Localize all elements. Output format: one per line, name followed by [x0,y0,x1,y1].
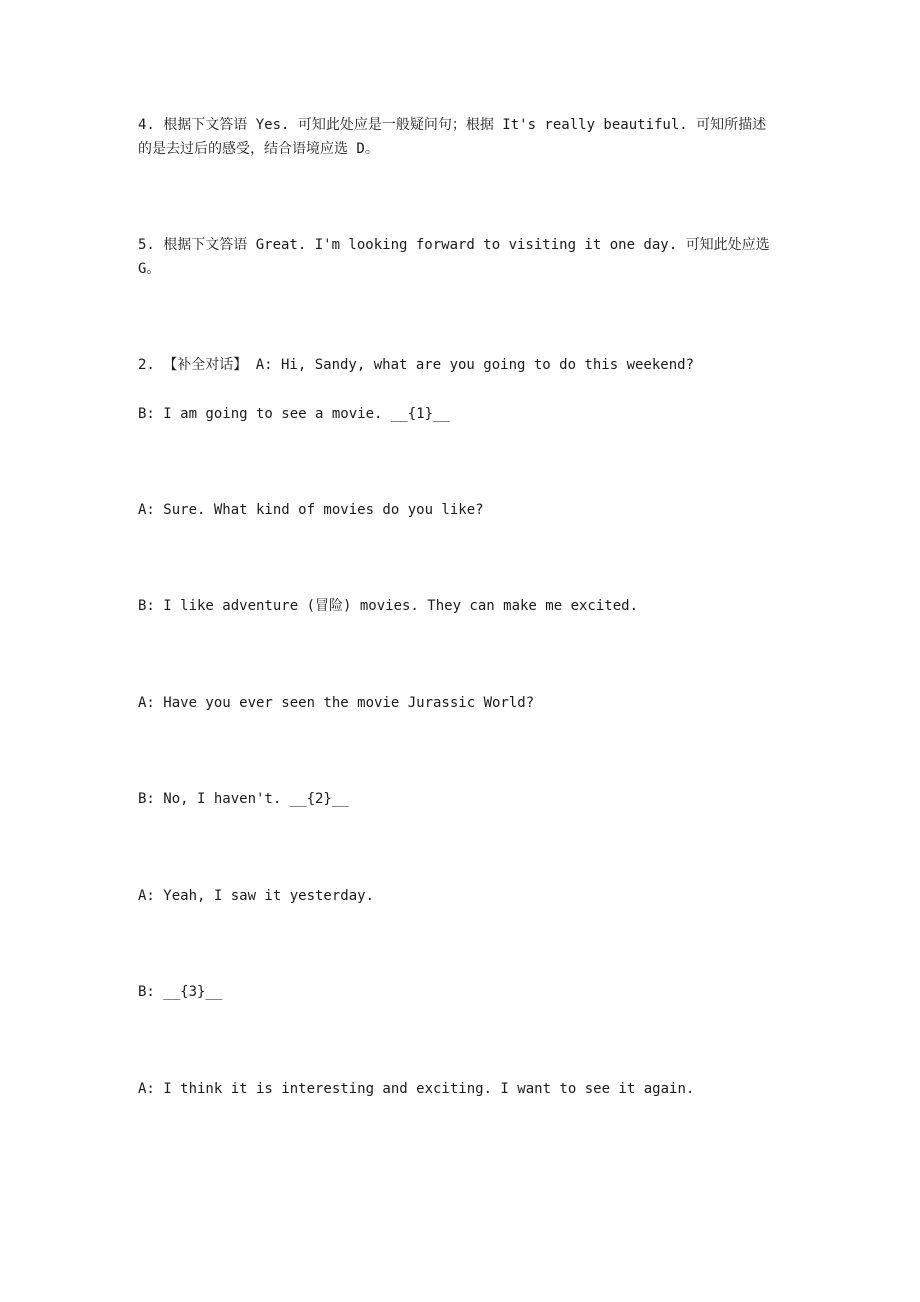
explanation-item-4-line-1: 4. 根据下文答语 Yes. 可知此处应是一般疑问句；根据 It's really beautiful. 可知所描述 [138,117,767,133]
dialogue-line: A: Yeah, I saw it yesterday. [138,888,375,904]
question-heading: 2. 【补全对话】 A: Hi, Sandy, what are you going to do this weekend? [138,357,695,373]
explanation-item-4-line-2: 的是去过后的感受，结合语境应选 D。 [138,141,379,157]
dialogue-line: B: I like adventure (冒险) movies. They can make me excited. [138,598,639,614]
explanation-item-5-line-1: 5. 根据下文答语 Great. I'm looking forward to visiting it one day. 可知此处应选 [138,237,770,253]
dialogue-line: B: No, I haven't. __{2}__ [138,791,349,807]
explanation-item-5-line-2: G。 [138,261,161,277]
dialogue-line: A: Sure. What kind of movies do you like? [138,502,484,518]
dialogue-line: B: __{3}__ [138,984,223,1000]
dialogue-line: B: I am going to see a movie. __{1}__ [138,406,450,422]
dialogue-line: A: I think it is interesting and exciting. I want to see it again. [138,1081,695,1097]
dialogue-line: A: Have you ever seen the movie Jurassic World? [138,695,535,711]
